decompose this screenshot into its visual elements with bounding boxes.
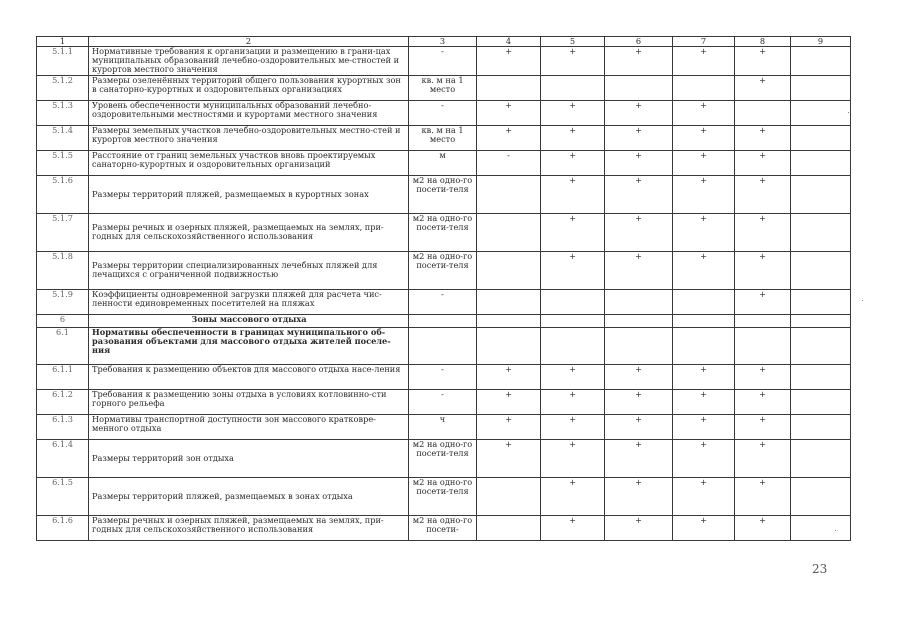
- applicability-mark-col-4: +: [477, 389, 541, 414]
- applicability-mark-col-7: +: [673, 414, 735, 439]
- applicability-mark-col-7: [673, 314, 735, 327]
- column-header-7: 7: [673, 37, 735, 47]
- applicability-mark-col-4: +: [477, 414, 541, 439]
- column-header-2: 2: [89, 37, 409, 47]
- row-number: 5.1.8: [37, 251, 89, 289]
- applicability-mark-col-4: [477, 477, 541, 515]
- applicability-mark-col-4: [477, 213, 541, 251]
- applicability-mark-col-5: [541, 289, 605, 314]
- applicability-mark-col-8: +: [735, 477, 791, 515]
- table-row: [37, 175, 851, 213]
- applicability-mark-col-7: +: [673, 364, 735, 389]
- column-header-1: 1: [37, 37, 89, 47]
- row-unit: м: [409, 150, 477, 175]
- column-header-8: 8: [735, 37, 791, 47]
- row-description: Расстояние от границ земельных участков вновь проектируемых санаторно-курортных и оздоровительных организаций: [89, 150, 409, 175]
- column-header-6: 6: [605, 37, 673, 47]
- column-header-row: [37, 37, 851, 47]
- applicability-mark-col-4: +: [477, 47, 541, 76]
- applicability-mark-col-6: +: [605, 150, 673, 175]
- standards-table: [36, 36, 851, 541]
- row-unit: м2 на одно-го посети-теля: [409, 175, 477, 213]
- scan-speck: [848, 112, 849, 113]
- table-row: [37, 213, 851, 251]
- column-header-9: 9: [791, 37, 851, 47]
- applicability-mark-col-8: +: [735, 251, 791, 289]
- row-unit: [409, 327, 477, 364]
- applicability-mark-col-7: +: [673, 439, 735, 477]
- row-description: Нормативы обеспеченности в границах муниципального об-разования объектами для массового отдыха жителей поселе-ния: [89, 327, 409, 364]
- row-description: Размеры территорий пляжей, размещаемых в курортных зонах: [89, 175, 409, 213]
- table-row: [37, 47, 851, 76]
- applicability-mark-col-5: +: [541, 439, 605, 477]
- applicability-mark-col-7: +: [673, 175, 735, 213]
- applicability-mark-col-5: +: [541, 100, 605, 125]
- row-description: Уровень обеспеченности муниципальных образований лечебно-оздоровительными местностями и курортами местного значения: [89, 100, 409, 125]
- applicability-mark-col-8: [735, 100, 791, 125]
- applicability-mark-col-6: +: [605, 389, 673, 414]
- column-header-3: 3: [409, 37, 477, 47]
- applicability-mark-col-7: +: [673, 213, 735, 251]
- applicability-mark-col-6: +: [605, 439, 673, 477]
- applicability-mark-col-5: +: [541, 389, 605, 414]
- applicability-mark-col-4: [477, 327, 541, 364]
- applicability-mark-col-6: +: [605, 213, 673, 251]
- applicability-mark-col-9: [791, 213, 851, 251]
- applicability-mark-col-8: [735, 314, 791, 327]
- applicability-mark-col-4: [477, 175, 541, 213]
- table-row: [37, 364, 851, 389]
- applicability-mark-col-5: +: [541, 150, 605, 175]
- applicability-mark-col-8: +: [735, 47, 791, 76]
- row-number: 6: [37, 314, 89, 327]
- applicability-mark-col-4: +: [477, 100, 541, 125]
- applicability-mark-col-9: [791, 175, 851, 213]
- row-unit: м2 на одно-го посети-: [409, 515, 477, 540]
- row-unit: -: [409, 364, 477, 389]
- row-description: Размеры территорий пляжей, размещаемых в зонах отдыха: [89, 477, 409, 515]
- row-description: Требования к размещению зоны отдыха в условиях котловинно-сти горного рельефа: [89, 389, 409, 414]
- row-number: 6.1: [37, 327, 89, 364]
- applicability-mark-col-5: +: [541, 414, 605, 439]
- row-unit: -: [409, 389, 477, 414]
- applicability-mark-col-4: +: [477, 125, 541, 150]
- applicability-mark-col-5: +: [541, 213, 605, 251]
- applicability-mark-col-5: [541, 75, 605, 100]
- table-row: [37, 100, 851, 125]
- applicability-mark-col-8: +: [735, 364, 791, 389]
- applicability-mark-col-5: +: [541, 477, 605, 515]
- applicability-mark-col-9: [791, 515, 851, 540]
- applicability-mark-col-9: [791, 75, 851, 100]
- table-row: [37, 477, 851, 515]
- applicability-mark-col-9: [791, 100, 851, 125]
- applicability-mark-col-7: +: [673, 150, 735, 175]
- applicability-mark-col-6: [605, 75, 673, 100]
- applicability-mark-col-6: +: [605, 477, 673, 515]
- table-row: [37, 327, 851, 364]
- table-row: [37, 314, 851, 327]
- applicability-mark-col-9: [791, 47, 851, 76]
- row-number: 5.1.5: [37, 150, 89, 175]
- row-unit: м2 на одно-го посети-теля: [409, 477, 477, 515]
- applicability-mark-col-5: [541, 314, 605, 327]
- applicability-mark-col-7: [673, 75, 735, 100]
- applicability-mark-col-9: [791, 439, 851, 477]
- applicability-mark-col-6: +: [605, 125, 673, 150]
- row-number: 5.1.2: [37, 75, 89, 100]
- row-unit: кв. м на 1 место: [409, 125, 477, 150]
- applicability-mark-col-7: +: [673, 515, 735, 540]
- applicability-mark-col-6: +: [605, 100, 673, 125]
- applicability-mark-col-4: [477, 314, 541, 327]
- applicability-mark-col-7: +: [673, 389, 735, 414]
- table-row: [37, 75, 851, 100]
- applicability-mark-col-8: +: [735, 439, 791, 477]
- applicability-mark-col-4: +: [477, 364, 541, 389]
- row-unit: -: [409, 289, 477, 314]
- row-description: Размеры речных и озерных пляжей, размещаемых на землях, при-годных для сельскохозяйственного использования: [89, 213, 409, 251]
- row-number: 6.1.2: [37, 389, 89, 414]
- row-unit: м2 на одно-го посети-теля: [409, 439, 477, 477]
- applicability-mark-col-5: +: [541, 47, 605, 76]
- applicability-mark-col-4: [477, 515, 541, 540]
- applicability-mark-col-8: +: [735, 75, 791, 100]
- row-number: 5.1.9: [37, 289, 89, 314]
- applicability-mark-col-7: [673, 289, 735, 314]
- applicability-mark-col-9: [791, 477, 851, 515]
- table-row: [37, 389, 851, 414]
- applicability-mark-col-6: +: [605, 414, 673, 439]
- applicability-mark-col-9: [791, 314, 851, 327]
- applicability-mark-col-7: [673, 327, 735, 364]
- table-row: [37, 125, 851, 150]
- applicability-mark-col-5: +: [541, 364, 605, 389]
- applicability-mark-col-7: +: [673, 251, 735, 289]
- row-description: Требования к размещению объектов для массового отдыха насе-ления: [89, 364, 409, 389]
- applicability-mark-col-8: +: [735, 289, 791, 314]
- row-number: 5.1.7: [37, 213, 89, 251]
- applicability-mark-col-4: -: [477, 150, 541, 175]
- row-unit: м2 на одно-го посети-теля: [409, 213, 477, 251]
- column-header-4: 4: [477, 37, 541, 47]
- applicability-mark-col-6: [605, 289, 673, 314]
- applicability-mark-col-7: +: [673, 100, 735, 125]
- applicability-mark-col-6: [605, 327, 673, 364]
- applicability-mark-col-6: +: [605, 47, 673, 76]
- applicability-mark-col-4: [477, 289, 541, 314]
- applicability-mark-col-9: [791, 327, 851, 364]
- row-description: Нормативы транспортной доступности зон массового кратковре-менного отдыха: [89, 414, 409, 439]
- row-unit: м2 на одно-го посети-теля: [409, 251, 477, 289]
- row-number: 6.1.4: [37, 439, 89, 477]
- row-number: 5.1.4: [37, 125, 89, 150]
- row-number: 6.1.5: [37, 477, 89, 515]
- applicability-mark-col-8: [735, 327, 791, 364]
- applicability-mark-col-6: +: [605, 364, 673, 389]
- applicability-mark-col-9: [791, 414, 851, 439]
- applicability-mark-col-4: [477, 75, 541, 100]
- applicability-mark-col-8: +: [735, 389, 791, 414]
- row-description: Нормативные требования к организации и размещению в грани-цах муниципальных образований лечебно-оздоровительных ме-стностей и курортов местного значения: [89, 47, 409, 76]
- row-description: Размеры озеленённых территорий общего пользования курортных зон в санаторно-курортных и оздоровительных организациях: [89, 75, 409, 100]
- row-number: 5.1.6: [37, 175, 89, 213]
- row-number: 6.1.3: [37, 414, 89, 439]
- applicability-mark-col-9: [791, 364, 851, 389]
- applicability-mark-col-6: +: [605, 515, 673, 540]
- table-row: [37, 515, 851, 540]
- page-number: 23: [812, 562, 828, 576]
- row-number: 5.1.3: [37, 100, 89, 125]
- applicability-mark-col-8: +: [735, 213, 791, 251]
- row-description: Зоны массового отдыха: [89, 314, 409, 327]
- applicability-mark-col-8: +: [735, 515, 791, 540]
- row-number: 6.1.1: [37, 364, 89, 389]
- applicability-mark-col-7: +: [673, 125, 735, 150]
- applicability-mark-col-9: [791, 289, 851, 314]
- row-unit: ч: [409, 414, 477, 439]
- applicability-mark-col-4: +: [477, 439, 541, 477]
- applicability-mark-col-6: +: [605, 251, 673, 289]
- table-row: [37, 414, 851, 439]
- applicability-mark-col-6: [605, 314, 673, 327]
- row-unit: кв. м на 1 место: [409, 75, 477, 100]
- applicability-mark-col-9: [791, 251, 851, 289]
- applicability-mark-col-5: +: [541, 125, 605, 150]
- applicability-mark-col-9: [791, 389, 851, 414]
- applicability-mark-col-5: [541, 327, 605, 364]
- applicability-mark-col-4: [477, 251, 541, 289]
- row-number: 5.1.1: [37, 47, 89, 76]
- applicability-mark-col-5: +: [541, 175, 605, 213]
- applicability-mark-col-8: +: [735, 175, 791, 213]
- applicability-mark-col-5: +: [541, 251, 605, 289]
- applicability-mark-col-9: [791, 125, 851, 150]
- applicability-mark-col-8: +: [735, 150, 791, 175]
- applicability-mark-col-8: +: [735, 414, 791, 439]
- row-description: Размеры речных и озерных пляжей, размещаемых на землях, при-годных для сельскохозяйственного использования: [89, 515, 409, 540]
- table-row: [37, 289, 851, 314]
- table-row: [37, 439, 851, 477]
- row-number: 6.1.6: [37, 515, 89, 540]
- row-unit: [409, 314, 477, 327]
- applicability-mark-col-7: +: [673, 47, 735, 76]
- applicability-mark-col-6: +: [605, 175, 673, 213]
- column-header-5: 5: [541, 37, 605, 47]
- table-body: [37, 37, 851, 541]
- row-unit: -: [409, 100, 477, 125]
- row-description: Размеры земельных участков лечебно-оздоровительных местно-стей и курортов местного значения: [89, 125, 409, 150]
- table-row: [37, 150, 851, 175]
- row-description: Размеры территорий зон отдыха: [89, 439, 409, 477]
- row-description: Размеры территории специализированных лечебных пляжей для лечащихся с ограниченной подвижностью: [89, 251, 409, 289]
- row-unit: -: [409, 47, 477, 76]
- scan-speck: [835, 530, 836, 531]
- table-row: [37, 251, 851, 289]
- row-description: Коэффициенты одновременной загрузки пляжей для расчета чис-ленности единовременных посетителей на пляжах: [89, 289, 409, 314]
- applicability-mark-col-5: +: [541, 515, 605, 540]
- applicability-mark-col-9: [791, 150, 851, 175]
- scan-speck: [862, 300, 863, 301]
- applicability-mark-col-7: +: [673, 477, 735, 515]
- applicability-mark-col-8: +: [735, 125, 791, 150]
